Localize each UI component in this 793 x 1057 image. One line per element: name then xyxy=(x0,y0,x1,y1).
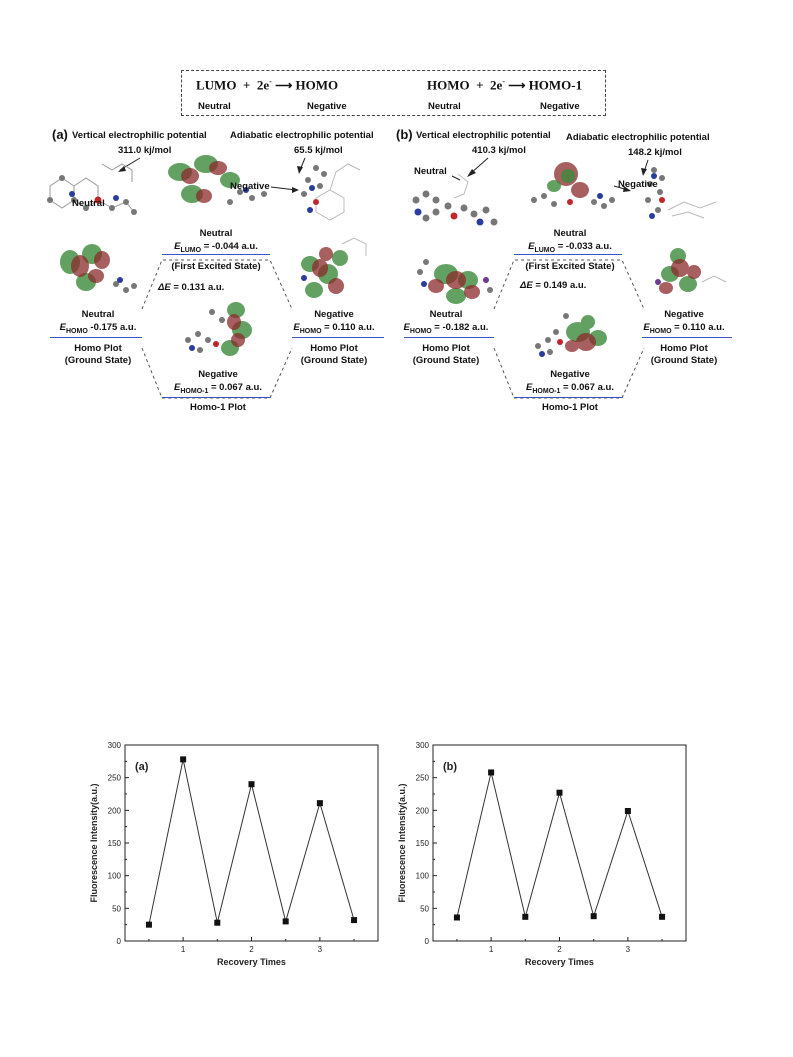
data-point xyxy=(351,917,357,923)
adiabatic-potential-value: 65.5 kj/mol xyxy=(294,145,343,156)
data-point xyxy=(180,756,186,762)
y-tick-label: 250 xyxy=(415,773,429,783)
homo-neutral-energy: $E_{HOMO} = -0.182$ a.u. xyxy=(403,322,489,335)
y-tick-label: 300 xyxy=(107,741,121,750)
data-point xyxy=(591,913,597,919)
adiabatic-potential-value: 148.2 kj/mol xyxy=(628,147,682,158)
equation-left-sub-negative: Negative xyxy=(307,101,347,112)
plot-frame xyxy=(433,745,686,941)
vertical-potential-title: Vertical electrophilic potential xyxy=(416,130,551,141)
homo-negative-level-line xyxy=(642,337,732,338)
y-tick-label: 150 xyxy=(415,839,429,848)
lumo-energy: $E_{LUMO} = -0.033$ a.u. xyxy=(528,241,612,254)
homo1-state: Negative xyxy=(198,369,238,380)
homo-negative-state: Negative xyxy=(314,309,354,320)
y-tick-label: 150 xyxy=(107,839,121,848)
x-axis-label: Recovery Times xyxy=(217,957,286,967)
excited-state-label: (First Excited State) xyxy=(171,261,261,272)
data-point xyxy=(317,800,323,806)
y-tick-label: 250 xyxy=(107,773,121,783)
molecule-negative-top xyxy=(628,160,724,230)
homo1-energy: $E_{HOMO-1} = 0.067$ a.u. xyxy=(526,382,614,395)
homo-neutral-plot-title: Homo Plot xyxy=(74,343,122,354)
delta-e-label: ΔE = 0.131 a.u. xyxy=(158,282,225,293)
data-point xyxy=(283,918,289,924)
panel-tag: (a) xyxy=(52,127,68,142)
x-tick-label: 2 xyxy=(557,945,562,954)
homo1-energy: $E_{HOMO-1} = 0.067$ a.u. xyxy=(174,382,262,395)
homo-neutral-state: Neutral xyxy=(429,309,463,320)
y-tick-label: 100 xyxy=(107,871,121,881)
reaction-arrow-icon: ⟶ xyxy=(508,78,526,93)
homo-neutral-energy: $E_{HOMO}$ -0.175 a.u. xyxy=(59,322,137,335)
homo-neutral-plot-subtitle: (Ground State) xyxy=(412,355,480,366)
y-axis-label: Fluorescence Intensity(a.u.) xyxy=(89,783,99,903)
chart-tag: (a) xyxy=(135,761,149,773)
y-tick-label: 50 xyxy=(420,904,429,914)
homo1-level-line xyxy=(162,397,270,398)
lumo-level-line xyxy=(162,254,270,255)
orbital-panel-b xyxy=(352,0,748,430)
data-point xyxy=(454,914,460,920)
neutral-top-label: Neutral xyxy=(414,166,447,177)
orbital-panel-a xyxy=(0,0,396,430)
reaction-arrow-icon: ⟶ xyxy=(275,78,293,93)
x-tick-label: 1 xyxy=(488,945,494,954)
adiabatic-potential-title: Adiabatic electrophilic potential xyxy=(230,130,374,141)
y-tick-label: 200 xyxy=(415,806,429,816)
y-tick-label: 0 xyxy=(116,937,121,946)
chart-a xyxy=(85,735,390,975)
molecule-lumo xyxy=(524,156,620,222)
lumo-state-label: Neutral xyxy=(553,228,587,239)
excited-state-label: (First Excited State) xyxy=(525,261,615,272)
negative-top-label: Negative xyxy=(618,179,658,190)
y-tick-label: 100 xyxy=(415,871,429,881)
homo-negative-energy: $E_{HOMO} = 0.110$ a.u. xyxy=(293,322,375,335)
data-point xyxy=(522,914,528,920)
data-point xyxy=(659,914,665,920)
chart-a-svg xyxy=(85,735,390,975)
data-point xyxy=(625,808,631,814)
homo-neutral-plot-subtitle: (Ground State) xyxy=(64,355,132,366)
homo-negative-state: Negative xyxy=(664,309,704,320)
data-point xyxy=(557,790,563,796)
equation-left-sub-neutral: Neutral xyxy=(198,101,231,112)
molecule-homo-negative xyxy=(648,236,728,304)
chart-tag: (b) xyxy=(443,761,458,773)
homo1-plot-title: Homo-1 Plot xyxy=(190,402,246,413)
chart-b xyxy=(393,735,698,975)
neutral-top-label: Neutral xyxy=(72,198,105,209)
x-axis-label: Recovery Times xyxy=(525,957,594,967)
data-point xyxy=(249,781,255,787)
molecule-homo-neutral xyxy=(56,240,140,302)
molecule-homo-neutral xyxy=(412,250,502,312)
homo1-state: Negative xyxy=(550,369,590,380)
molecule-neutral-top xyxy=(42,156,142,226)
vertical-potential-value: 311.0 kj/mol xyxy=(118,145,172,156)
x-tick-label: 1 xyxy=(180,945,186,954)
panel-tag: (b) xyxy=(396,127,413,142)
molecule-homo-1 xyxy=(528,302,614,362)
lumo-energy: $E_{LUMO} = -0.044$ a.u. xyxy=(174,241,258,254)
data-point xyxy=(146,922,152,928)
homo-negative-energy: $E_{HOMO} = 0.110$ a.u. xyxy=(643,322,725,335)
homo-neutral-state: Neutral xyxy=(81,309,115,320)
lumo-state-label: Neutral xyxy=(199,228,233,239)
negative-top-label: Negative xyxy=(230,181,270,192)
data-point xyxy=(214,920,220,926)
molecule-neutral-top xyxy=(408,170,504,236)
x-tick-label: 3 xyxy=(317,945,323,954)
equation-left: LUMO + 2e- ⟶ HOMO xyxy=(196,77,339,93)
homo1-plot-title: Homo-1 Plot xyxy=(542,402,598,413)
data-point xyxy=(488,769,494,775)
y-tick-label: 300 xyxy=(415,741,429,750)
vertical-potential-value: 410.3 kj/mol xyxy=(472,145,526,156)
adiabatic-potential-title: Adiabatic electrophilic potential xyxy=(566,132,710,143)
homo-negative-plot-subtitle: (Ground State) xyxy=(300,355,368,366)
x-tick-label: 3 xyxy=(625,945,631,954)
homo-negative-plot-title: Homo Plot xyxy=(660,343,708,354)
lumo-level-line xyxy=(514,254,622,255)
x-tick-label: 2 xyxy=(249,945,254,954)
y-axis-label: Fluorescence Intensity(a.u.) xyxy=(397,783,407,903)
y-tick-label: 0 xyxy=(424,937,429,946)
homo-neutral-level-line xyxy=(404,337,494,338)
delta-e-label: ΔE = 0.149 a.u. xyxy=(520,280,587,291)
equation-right: HOMO + 2e- ⟶ HOMO-1 xyxy=(427,77,583,93)
molecule-homo-1 xyxy=(178,300,260,362)
homo1-level-line xyxy=(514,397,622,398)
homo-negative-plot-subtitle: (Ground State) xyxy=(650,355,718,366)
chart-b-svg xyxy=(393,735,698,975)
homo-negative-plot-title: Homo Plot xyxy=(310,343,358,354)
homo-neutral-level-line xyxy=(50,337,142,338)
plot-frame xyxy=(125,745,378,941)
y-tick-label: 50 xyxy=(112,904,121,914)
homo-neutral-plot-title: Homo Plot xyxy=(422,343,470,354)
y-tick-label: 200 xyxy=(107,806,121,816)
vertical-potential-title: Vertical electrophilic potential xyxy=(72,130,207,141)
equation-right-sub-negative: Negative xyxy=(540,101,580,112)
equation-right-sub-neutral: Neutral xyxy=(428,101,461,112)
